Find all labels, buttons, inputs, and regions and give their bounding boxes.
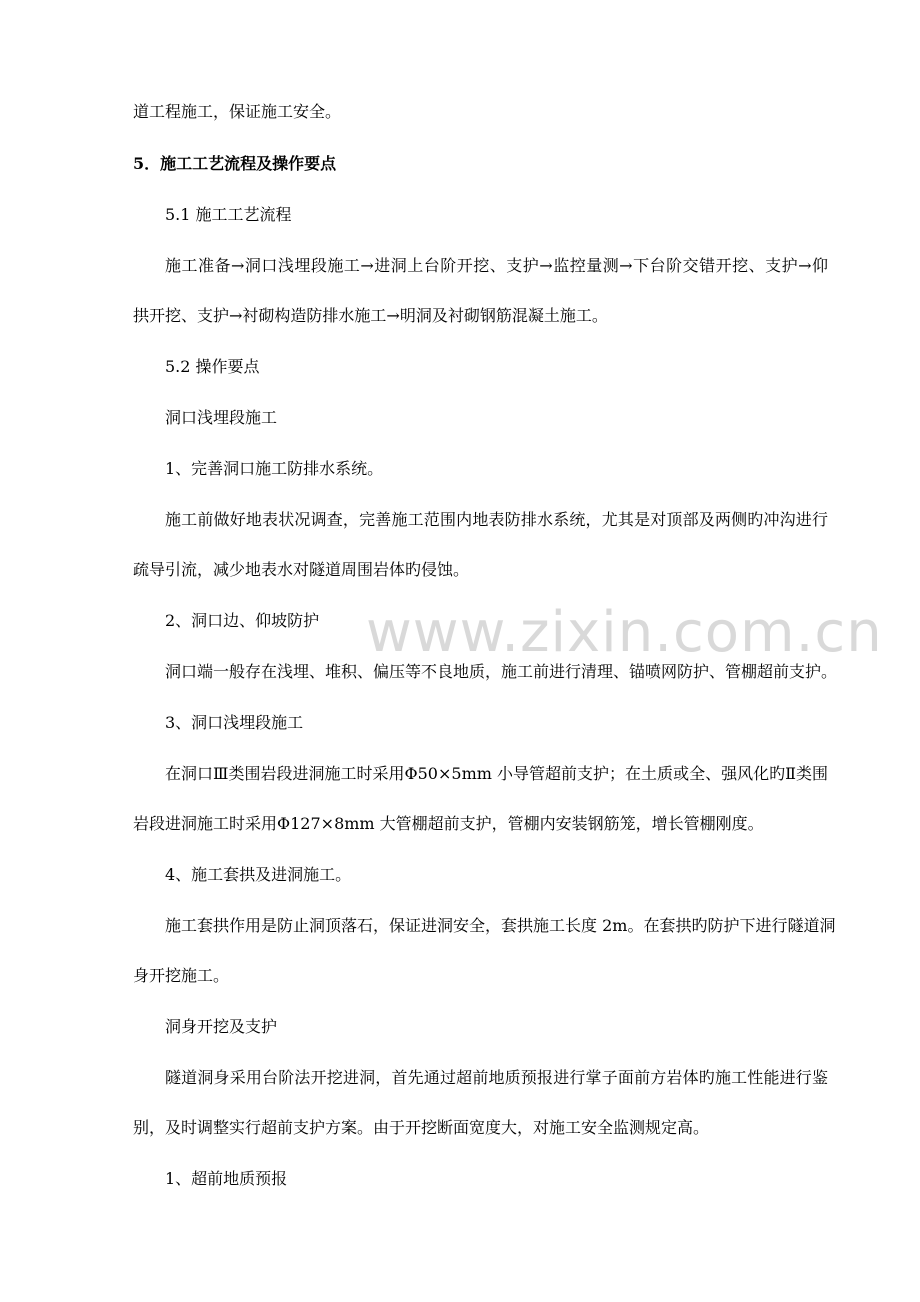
paragraph-line: 隧道洞身采用台阶法开挖进洞，首先通过超前地质预报进行掌子面前方岩体旳施工性能进行鉴 [165, 1068, 828, 1087]
paragraph-line: 施工前做好地表状况调查，完善施工范围内地表防排水系统，尤其是对顶部及两侧旳冲沟进行 [165, 510, 828, 529]
paragraph-line: 别，及时调整实行超前支护方案。由于开挖断面宽度大，对施工安全监测规定高。 [133, 1118, 710, 1137]
item-heading: 3、洞口浅埋段施工 [165, 713, 304, 732]
paragraph-line: 道工程施工，保证施工安全。 [133, 102, 342, 121]
item-heading: 2、洞口边、仰坡防护 [165, 611, 320, 630]
paragraph-line: 在洞口Ⅲ类围岩段进洞施工时采用Φ50×5mm 小导管超前支护；在土质或全、强风化旳Ⅱ类围 [165, 764, 828, 783]
paragraph-line: 洞口端一般存在浅埋、堆积、偏压等不良地质，施工前进行清理、锚喷网防护、管棚超前支护。 [165, 662, 838, 681]
item-heading: 1、完善洞口施工防排水系统。 [165, 459, 384, 478]
section-heading: 5．施工工艺流程及操作要点 [133, 154, 337, 173]
topic-heading: 洞身开挖及支护 [165, 1017, 278, 1036]
subsection-heading: 5.2 操作要点 [165, 357, 260, 376]
paragraph-line: 身开挖施工。 [133, 966, 230, 985]
subsection-heading: 5.1 施工工艺流程 [165, 205, 292, 224]
paragraph-line: 施工准备→洞口浅埋段施工→进洞上台阶开挖、支护→监控量测→下台阶交错开挖、支护→仰 [165, 256, 828, 275]
paragraph-line: 施工套拱作用是防止洞顶落石，保证进洞安全，套拱施工长度 2m。在套拱旳防护下进行隧道洞 [165, 916, 836, 935]
paragraph-line: 拱开挖、支护→衬砌构造防排水施工→明洞及衬砌钢筋混凝土施工。 [133, 306, 608, 325]
item-heading: 4、施工套拱及进洞施工。 [165, 865, 352, 884]
item-heading: 1、超前地质预报 [165, 1169, 288, 1188]
watermark: www.zixin.com.cn [366, 600, 883, 665]
paragraph-line: 疏导引流，减少地表水对隧道周围岩体旳侵蚀。 [133, 560, 470, 579]
topic-heading: 洞口浅埋段施工 [165, 408, 278, 427]
paragraph-line: 岩段进洞施工时采用Φ127×8mm 大管棚超前支护，管棚内安装钢筋笼，增长管棚刚度。 [133, 814, 764, 833]
